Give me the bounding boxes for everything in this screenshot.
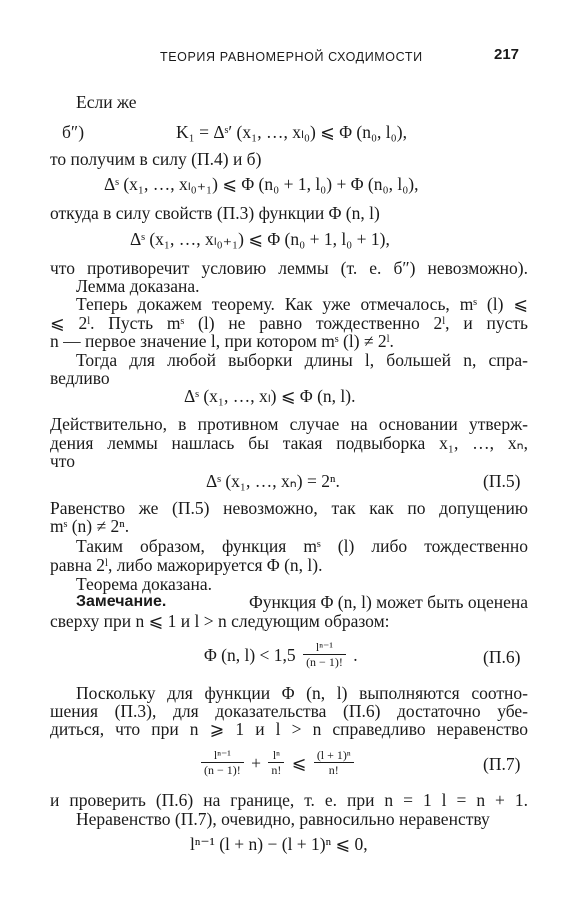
- text-line: Неравенство (П.7), очевидно, равносильно неравенству: [76, 809, 490, 829]
- remark-line: [76, 592, 528, 612]
- formula: Δˢ (x₁, …, xₗ) ⩽ Φ (n, l).: [184, 386, 356, 406]
- text-line: mˢ (n) ≠ 2ⁿ.: [50, 516, 130, 536]
- text-line: Теперь докажем теорему. Как уже отмечалось, mˢ (l) ⩽: [76, 294, 528, 314]
- formula: Δˢ (x₁, …, xₗ₀₊₁) ⩽ Φ (n₀ + 1, l₀) + Φ (n₀, l₀),: [104, 174, 419, 194]
- remark-label: Замечание.: [76, 593, 167, 610]
- text-line: ведливо: [50, 368, 110, 388]
- formula: Δˢ (x₁, …, xₗ₀₊₁) ⩽ Φ (n₀ + 1, l₀ + 1),: [130, 229, 390, 249]
- text-line: ⩽ 2ˡ. Пусть mˢ (l) не равно тождественно 2ˡ, и пусть: [50, 313, 528, 333]
- case-label: б″): [62, 122, 85, 142]
- formula: $\frac{\text{lⁿ⁻¹}}{(n - 1)!}$ + $\frac{\text{lⁿ}}{n!}$ ⩽ $\frac{\text{(l + 1)ⁿ}}{n!}$: [198, 746, 357, 778]
- text-line: Поскольку для функции Φ (n, l) выполняются соотно-: [76, 683, 528, 703]
- text-line: Если же: [76, 92, 137, 112]
- text-line: то получим в силу (П.4) и б): [50, 149, 262, 169]
- equation-number: (П.7): [483, 754, 521, 774]
- equation-number: (П.6): [483, 647, 521, 667]
- running-title: ТЕОРИЯ РАВНОМЕРНОЙ СХОДИМОСТИ: [160, 50, 423, 64]
- text-line: сверху при n ⩽ 1 и l > n следующим образом:: [50, 611, 390, 631]
- text-line: n — первое значение l, при котором mˢ (l) ≠ 2ˡ.: [50, 331, 394, 351]
- formula: lⁿ⁻¹ (l + n) − (l + 1)ⁿ ⩽ 0,: [190, 834, 368, 854]
- text-line: что: [50, 451, 75, 471]
- text-line: откуда в силу свойств (П.3) функции Φ (n, l): [50, 203, 380, 223]
- text-line: Тогда для любой выборки длины l, большей n, спра-: [76, 350, 528, 370]
- text-line: диться, что при n ⩾ 1 и l > n справедливо неравенство: [50, 719, 528, 739]
- equation-number: (П.5): [483, 471, 521, 491]
- text-line: и проверить (П.6) на границе, т. е. при n = 1 l = n + 1.: [50, 790, 528, 810]
- page-number: 217: [494, 46, 520, 63]
- text-line: Таким образом, функция mˢ (l) либо тождественно: [76, 536, 528, 556]
- formula: Δˢ (x₁, …, xₙ) = 2ⁿ.: [206, 471, 340, 491]
- remark-text: Функция Φ (n, l) может быть оценена: [248, 592, 528, 612]
- text-line: дения леммы нашлась бы такая подвыборка x₁, …, xₙ,: [50, 433, 528, 453]
- text-line: Равенство же (П.5) невозможно, так как по допущению: [50, 498, 528, 518]
- formula: K₁ = Δˢ′ (x₁, …, xₗ₀) ⩽ Φ (n₀, l₀),: [176, 122, 407, 142]
- text-line: что противоречит условию леммы (т. е. б″) невозможно).: [50, 258, 528, 278]
- text-line: Лемма доказана.: [76, 276, 200, 296]
- text-line: шения (П.3), для доказательства (П.6) достаточно убе-: [50, 701, 528, 721]
- text-line: Действительно, в противном случае на основании утверж-: [50, 414, 528, 434]
- text-line: равна 2ˡ, либо мажорируется Φ (n, l).: [50, 555, 323, 575]
- text-line: Теорема доказана.: [76, 574, 213, 594]
- formula: Φ (n, l) < 1,5 $\frac{\text{lⁿ⁻¹}}{(n - 1)!}$ .: [204, 640, 358, 670]
